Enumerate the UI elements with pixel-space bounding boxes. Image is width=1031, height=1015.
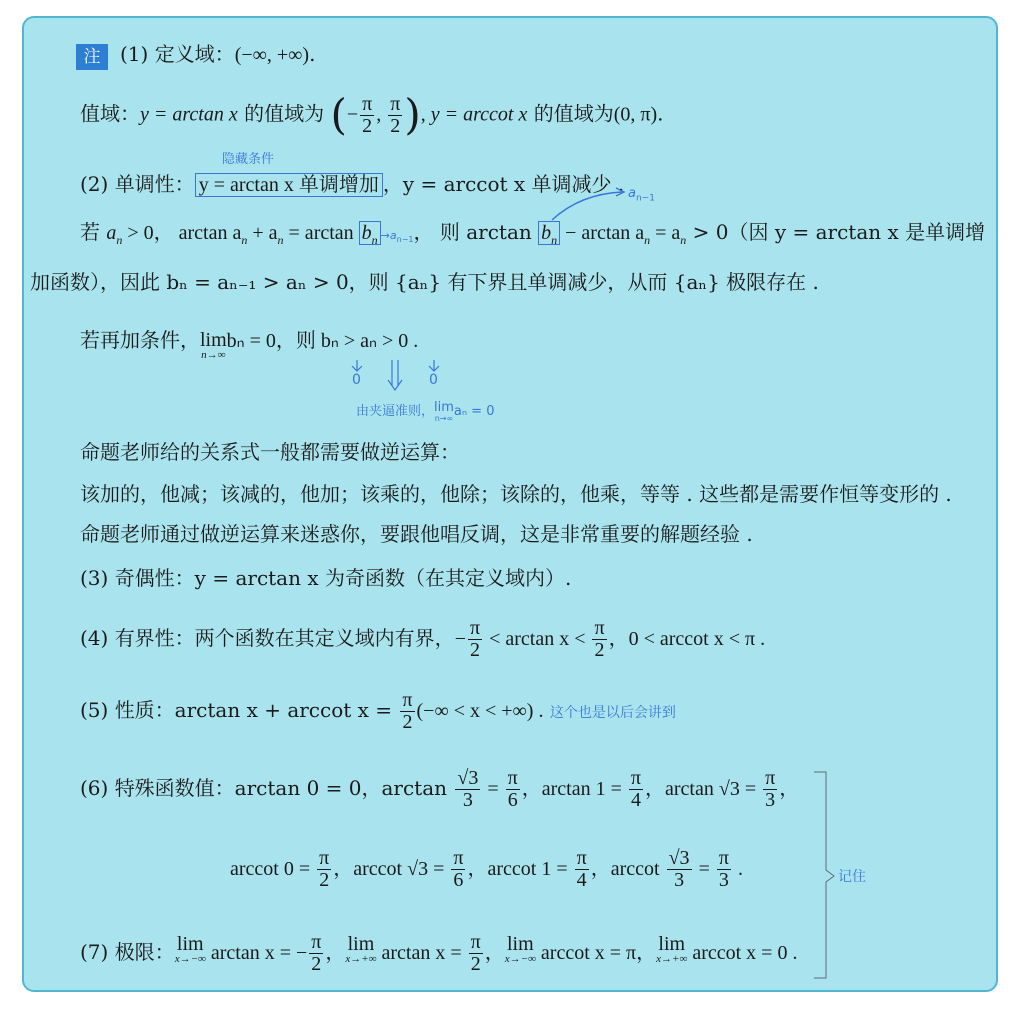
limit-line: 若再加条件，lim n→∞ bₙ = 0，则 bₙ > aₙ > 0 . xyxy=(80,328,419,361)
item-2: (2) 单调性： y = arctan x 单调增加 ，y = arccot x 单调减少 . xyxy=(80,172,625,196)
range-frac-1: $\frac{\pi}{2}$ xyxy=(362,92,373,137)
arrow-note-inline: $\to a_{n-1}$ xyxy=(380,229,414,245)
arrow-note-top: $a_{n-1}$ xyxy=(628,186,655,204)
advice-line-3: 命题老师通过做逆运算来迷惑你，要跟他唱反调，这是非常重要的解题经验 . xyxy=(80,522,753,546)
squeeze-zero-right: 0 xyxy=(429,372,438,388)
if-line: 若 $a_n > 0$， $\arctan a_n + a_n = \arctan b_n \to a_{n-1}$， 则 $\arctan b_n - \arctan a_n = a_n > 0$（因 y = arctan x 是单调增 xyxy=(80,220,986,247)
squeeze-note: 由夹逼准则，lim n→∞ aₙ = 0 xyxy=(356,400,495,423)
range-line: 值域：y = arctan x 的值域为 (− $\frac{\pi}{2}$ , $\frac{\pi}{2}$ ), y = arccot x 的值域为(0, π). xyxy=(80,90,664,139)
item-3: (3) 奇偶性：y = arctan x 为奇函数（在其定义域内）. xyxy=(80,566,572,590)
property-frac: $\frac{\pi}{2}$ xyxy=(402,689,413,733)
continuation-line: 加函数），因此 bₙ = aₙ₋₁ > aₙ > 0，则 {aₙ} 有下界且单调减少，从而 {aₙ} 极限存在 . xyxy=(30,270,819,294)
monotone-box: y = arctan x 单调增加 xyxy=(195,173,383,197)
squeeze-zero-left: 0 xyxy=(352,372,361,388)
item-5: (5) 性质：arctan x + arccot x = $\frac{\pi}{2}$ (−∞ < x < +∞) . 这个也是以后会讲到 xyxy=(80,689,676,733)
boxed-b-n-2: $b_n$ xyxy=(538,221,560,245)
item-7: (7) 极限： lim x→−∞ arctan x = − $\frac{\pi}{2}$ ， lim x→+∞ arctan x = $\frac{\pi}{2}$ ， lim x→−∞ arccot x = π， lim x→+∞ arccot x = 0 . xyxy=(80,931,798,975)
memorize-note: 记住 xyxy=(838,869,866,885)
bound-frac-2: $\frac{\pi}{2}$ xyxy=(594,617,605,661)
hidden-condition-note: 隐藏条件 xyxy=(222,152,275,167)
item-4: (4) 有界性：两个函数在其定义域内有界，− $\frac{\pi}{2}$ < arctan x < $\frac{\pi}{2}$ ，0 < arccot x < π . xyxy=(80,617,766,661)
memorize-bracket xyxy=(812,770,836,982)
range-frac-2: $\frac{\pi}{2}$ xyxy=(390,92,401,137)
bound-frac-1: $\frac{\pi}{2}$ xyxy=(469,617,481,661)
item-6-line-1: (6) 特殊函数值：arctan 0 = 0，arctan $\frac{√3}{3}$ = $\frac{\pi}{6}$ ，arctan 1 = $\frac{\pi}{4}$ ，arctan √3 = $\frac{\pi}{3}$ ， xyxy=(80,767,800,811)
item-6-line-2: arccot 0 = $\frac{\pi}{2}$ ，arccot √3 = $\frac{\pi}{6}$ ，arccot 1 = $\frac{\pi}{4}$ ，arccot $\frac{√3}{3}$ = $\frac{\pi}{3}$ . xyxy=(230,847,743,891)
later-note: 这个也是以后会讲到 xyxy=(549,705,676,721)
boxed-b-n-1: $b_n$ xyxy=(359,221,381,245)
lim-symbol: lim n→∞ xyxy=(200,329,227,361)
item-1: (1) 定义域：(−∞, +∞). xyxy=(120,42,316,66)
advice-line-1: 命题老师给的关系式一般都需要做逆运算： xyxy=(80,440,460,464)
note-tag: 注 xyxy=(76,44,108,70)
advice-line-2: 该加的，他减；该减的，他加；该乘的，他除；该除的，他乘，等等 . 这些都是需要作恒等变形的 . xyxy=(80,482,952,506)
